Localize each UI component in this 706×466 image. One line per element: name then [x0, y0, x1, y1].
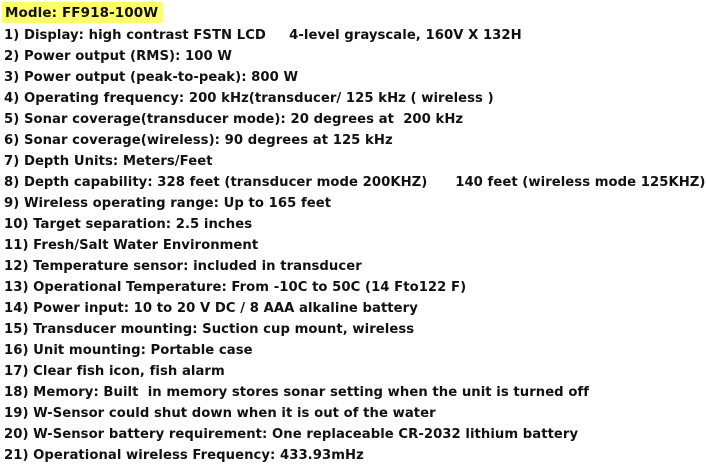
- spec-item-6: 6) Sonar coverage(wireless): 90 degrees at 125 kHz: [4, 133, 393, 148]
- spec-item-3: 3) Power output (peak-to-peak): 800 W: [4, 70, 299, 85]
- spec-item-4: 4) Operating frequency: 200 kHz(transducer/ 125 kHz ( wireless ): [4, 91, 494, 106]
- spec-item-16: 16) Unit mounting: Portable case: [4, 343, 253, 358]
- spec-item-20: 20) W-Sensor battery requirement: One replaceable CR-2032 lithium battery: [4, 427, 579, 442]
- spec-list: [4, 25, 706, 466]
- spec-item-19: 19) W-Sensor could shut down when it is out of the water: [4, 406, 436, 421]
- spec-item-15: 15) Transducer mounting: Suction cup mount, wireless: [4, 322, 415, 337]
- spec-item-10: 10) Target separation: 2.5 inches: [4, 217, 253, 232]
- spec-item-11: 11) Fresh/Salt Water Environment: [4, 238, 259, 253]
- spec-item-18: 18) Memory: Built in memory stores sonar setting when the unit is turned off: [4, 385, 590, 400]
- spec-item-1: 1) Display: high contrast FSTN LCD 4-level grayscale, 160V X 132H: [4, 28, 522, 43]
- spec-item-7: 7) Depth Units: Meters/Feet: [4, 154, 213, 169]
- spec-item-21: 21) Operational wireless Frequency: 433.93mHz: [4, 448, 364, 463]
- spec-item-2: 2) Power output (RMS): 100 W: [4, 49, 232, 64]
- spec-item-5: 5) Sonar coverage(transducer mode): 20 degrees at 200 kHz: [4, 112, 464, 127]
- spec-item-12: 12) Temperature sensor: included in transducer: [4, 259, 362, 274]
- spec-item-13: 13) Operational Temperature: From -10C to 50C (14 Fto122 F): [4, 280, 467, 295]
- spec-item-9: 9) Wireless operating range: Up to 165 feet: [4, 196, 332, 211]
- spec-item-14: 14) Power input: 10 to 20 V DC / 8 AAA alkaline battery: [4, 301, 418, 316]
- spec-item-8: 8) Depth capability: 328 feet (transducer mode 200KHZ) 140 feet (wireless mode 125KHZ): [4, 175, 706, 190]
- model-title: Modle: FF918-100W: [2, 2, 163, 23]
- spec-item-17: 17) Clear fish icon, fish alarm: [4, 364, 225, 379]
